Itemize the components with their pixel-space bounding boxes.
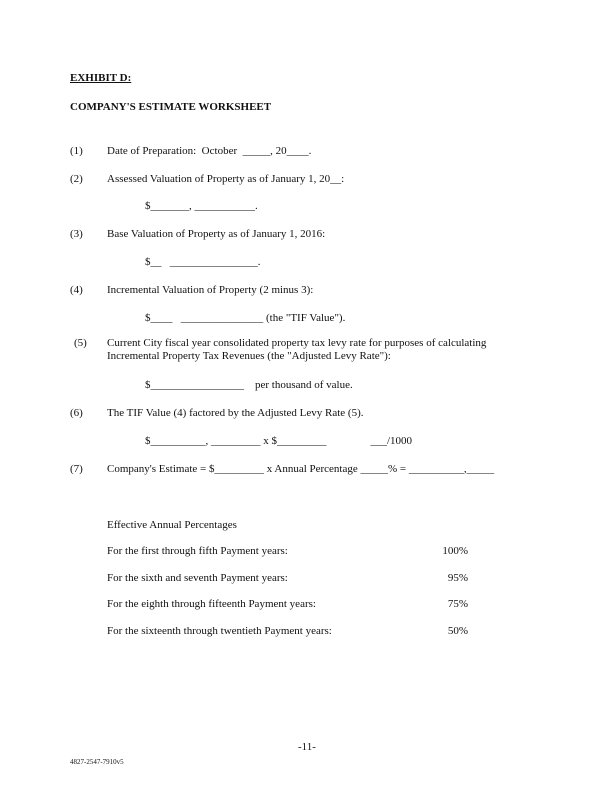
item-text: Base Valuation of Property as of January 1, 2016:: [107, 228, 326, 240]
percentage-value: 100%: [442, 545, 468, 557]
blank-line: $_________________ per thousand of value.: [145, 379, 353, 391]
percentage-value: 75%: [447, 598, 468, 610]
blank-line: $____ _______________ (the "TIF Value").: [145, 312, 346, 324]
percentage-value: 95%: [447, 572, 468, 584]
page-number: -11-: [298, 741, 316, 753]
item-number: (3): [70, 228, 83, 240]
item-text: Assessed Valuation of Property as of January 1, 20__:: [107, 173, 345, 185]
percentage-label: For the first through fifth Payment years:: [107, 545, 288, 557]
item-number: (5): [74, 337, 87, 349]
percentage-label: For the eighth through fifteenth Payment years:: [107, 598, 316, 610]
item-number: (6): [70, 407, 83, 419]
item-number: (1): [70, 145, 83, 157]
item-text-continued: Incremental Property Tax Revenues (the "Adjusted Levy Rate"):: [107, 350, 391, 362]
percentage-label: For the sixth and seventh Payment years:: [107, 572, 288, 584]
item-number: (4): [70, 284, 83, 296]
item-number: (7): [70, 463, 83, 475]
item-text: Current City fiscal year consolidated property tax levy rate for purposes of calculating: [107, 337, 487, 349]
item-text: Incremental Valuation of Property (2 minus 3):: [107, 284, 314, 296]
document-id: 4827-2547-7910v5: [70, 758, 124, 766]
item-text: Company's Estimate = $_________ x Annual Percentage _____% = __________,_____: [107, 463, 495, 475]
blank-line: $_______, ___________.: [145, 200, 258, 212]
item-text: The TIF Value (4) factored by the Adjusted Levy Rate (5).: [107, 407, 364, 419]
item-number: (2): [70, 173, 83, 185]
percentage-value: 50%: [447, 625, 468, 637]
percentage-label: For the sixteenth through twentieth Payment years:: [107, 625, 332, 637]
item-text: Date of Preparation: October _____, 20____.: [107, 145, 312, 157]
percentages-heading: Effective Annual Percentages: [107, 519, 237, 531]
exhibit-label: EXHIBIT D:: [70, 72, 132, 84]
blank-line: $__ ________________.: [145, 256, 261, 268]
worksheet-title: COMPANY'S ESTIMATE WORKSHEET: [70, 101, 272, 113]
blank-line: $__________, _________ x $_________ ___/1000: [145, 435, 413, 447]
